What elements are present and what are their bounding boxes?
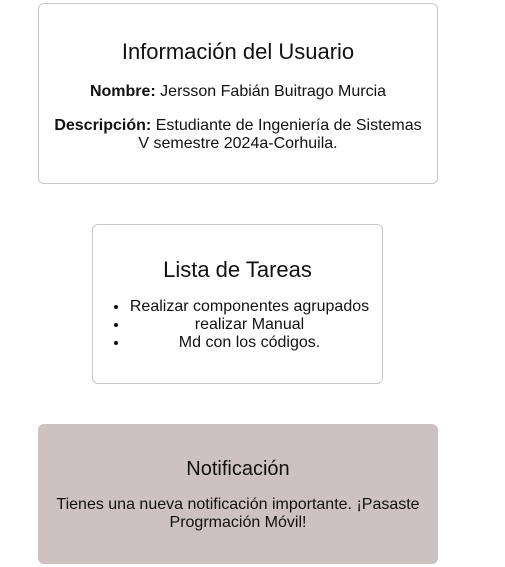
task-item: • Md con los códigos. — [129, 334, 370, 352]
user-info-title: Información del Usuario — [121, 39, 355, 64]
task-list-card — [92, 224, 383, 384]
task-item: • realizar Manual — [129, 316, 370, 334]
user-name-label: Nombre: — [89, 83, 156, 100]
user-name-row — [51, 83, 425, 101]
task-list — [105, 298, 370, 352]
task-list-title: Lista de Tareas — [163, 257, 312, 282]
user-info-card — [38, 3, 438, 184]
notification-title: Notificación — [186, 458, 290, 480]
notification-message: Tienes una nueva notificación importante. ¡Pasaste Progrmación Móvil! — [56, 496, 420, 531]
user-description-row — [51, 117, 425, 153]
user-description-label: Descripción: — [54, 117, 152, 134]
user-description-value: Estudiante de Ingeniería de Sistemas V semestre 2024a-Corhuila. — [138, 117, 422, 152]
task-item: • Realizar componentes agrupados — [129, 298, 370, 316]
notification-card — [38, 424, 438, 564]
user-name-value: Jersson Fabián Buitrago Murcia — [160, 83, 387, 100]
